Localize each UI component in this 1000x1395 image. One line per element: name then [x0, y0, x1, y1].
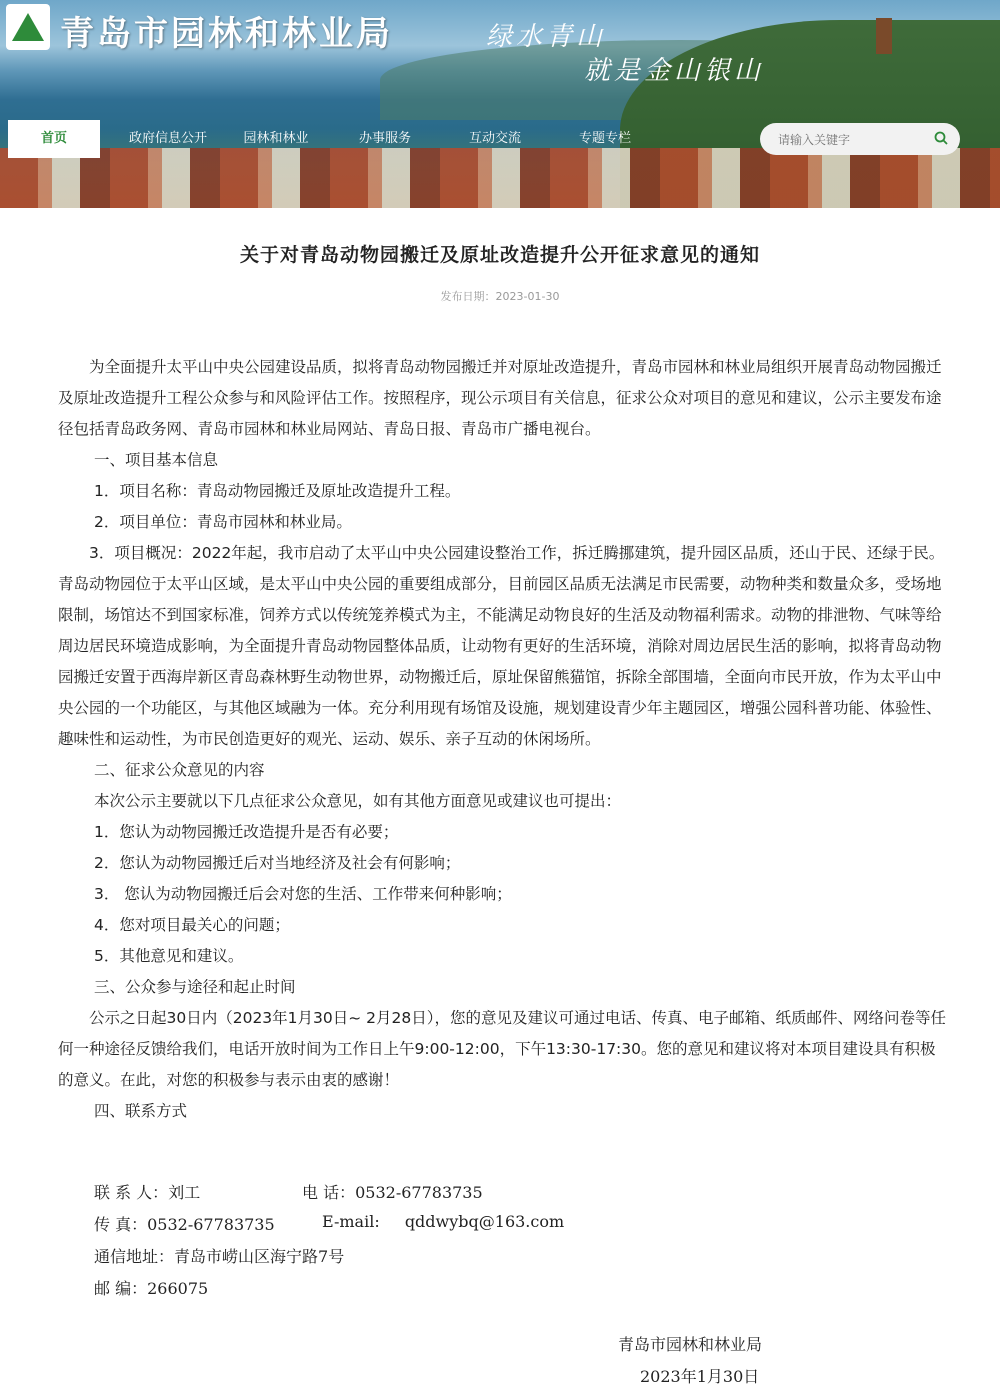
- nav-special-topics[interactable]: 专题专栏: [578, 131, 631, 146]
- contact-value: 刘工: [168, 1183, 201, 1202]
- zip-label: 邮 编：: [94, 1279, 148, 1298]
- nav-interaction[interactable]: 互动交流: [468, 131, 521, 146]
- slogan-line-2: 就是金山银山: [584, 56, 765, 86]
- contact-person-row: [94, 1180, 200, 1203]
- section-heading: 二、征求公众意见的内容: [94, 761, 265, 779]
- section-heading: 四、联系方式: [94, 1102, 188, 1120]
- intro-paragraph: 为全面提升太平山中央公园建设品质，拟将青岛动物园搬迁并对原址改造提升，青岛市园林和林业局组织开展青岛动物园搬迁及原址改造提升工程公众参与和风险评估工作。按照程序，现公示项目有关信息，征求公众对项目的意见和建议，公示主要发布途径包括青岛政务网、青岛市园林和林业局网站、青岛日报、青岛市广播电视台。: [58, 358, 942, 438]
- project-overview: 3．项目概况：2022年起，我市启动了太平山中央公园建设整治工作，拆迁腾挪建筑，提升园区品质，还山于民、还绿于民。青岛动物园位于太平山区域，是太平山中央公园的重要组成部分，目前园区品质无法满足市民需要，动物种类和数量众多，受场地限制，场馆达不到国家标准，饲养方式以传统笼养模式为主，不能满足动物良好的生活及动物福利需求。动物的排泄物、气味等给周边居民环境造成影响，为全面提升青岛动物园整体品质，让动物有更好的生活环境，消除对周边居民生活的影响，拟将青岛动物园搬迁安置于西海岸新区青岛森林野生动物世界，动物搬迁后，原址保留熊猫馆，拆除全部围墙，全面向市民开放，作为太平山中央公园的一个功能区，与其他区域融为一体。充分利用现有场馆及设施，规划建设青少年主题园区，增强公园科普功能、体验性、趣味性和运动性，为市民创造更好的观光、运动、娱乐、亲子互动的休闲场所。: [58, 544, 945, 748]
- article-title: 关于对青岛动物园搬迁及原址改造提升公开征求意见的通知: [239, 244, 760, 266]
- publish-date: 发布日期：2023-01-30: [440, 290, 560, 303]
- participation-paragraph: 公示之日起30日内（2023年1月30日~ 2月28日），您的意见及建议可通过电话、传真、电子邮箱、纸质邮件、网络问卷等任何一种途径反馈给我们，电话开放时间为工作日上午9:00-12:00，下午13:30-17:30。您的意见和建议将对本项目建设具有积极的意义。在此，对您的积极参与表示由衷的感谢！: [58, 1009, 947, 1089]
- address-label: 通信地址：: [94, 1247, 175, 1266]
- nav-home[interactable]: 首页: [8, 120, 100, 158]
- question-item: 1．您认为动物园搬迁改造提升是否有必要；: [94, 823, 399, 841]
- article-body: [58, 352, 948, 1127]
- site-logo[interactable]: [6, 4, 50, 50]
- section-heading: 三、公众参与途径和起止时间: [94, 978, 296, 996]
- banner-tower: [876, 18, 892, 54]
- phone-row: [302, 1180, 483, 1203]
- site-title: 青岛市园林和林业局: [60, 14, 393, 54]
- phone-value: 0532-67783735: [355, 1183, 483, 1202]
- email-value[interactable]: qddwybq@163.com: [404, 1212, 565, 1231]
- header-banner: [0, 0, 1000, 208]
- question-item: 2．您认为动物园搬迁后对当地经济及社会有何影响；: [94, 854, 461, 872]
- search-input[interactable]: [776, 129, 930, 151]
- question-item: 5．其他意见和建议。: [94, 947, 244, 965]
- question-item: 4．您对项目最关心的问题；: [94, 916, 290, 934]
- section-heading: 一、项目基本信息: [94, 451, 219, 469]
- fax-row: [94, 1212, 275, 1235]
- signature-org: 青岛市园林和林业局: [618, 1335, 763, 1354]
- fax-value: 0532-67783735: [147, 1215, 275, 1234]
- nav-garden-forestry[interactable]: 园林和林业: [243, 131, 309, 146]
- address-value: 青岛市崂山区海宁路7号: [174, 1247, 345, 1266]
- nav-gov-info[interactable]: 政府信息公开: [128, 131, 207, 146]
- fax-label: 传 真：: [94, 1215, 148, 1234]
- phone-label: 电 话：: [302, 1183, 356, 1202]
- project-unit: 2．项目单位：青岛市园林和林业局。: [94, 513, 352, 531]
- email-label: E-mail:: [322, 1212, 380, 1231]
- zip-value: 266075: [147, 1279, 209, 1298]
- questions-intro: 本次公示主要就以下几点征求公众意见，如有其他方面意见或建议也可提出：: [94, 792, 622, 810]
- question-item: 3． 您认为动物园搬迁后会对您的生活、工作带来何种影响；: [94, 885, 512, 903]
- nav-services[interactable]: 办事服务: [358, 131, 411, 146]
- email-row: [322, 1212, 564, 1231]
- zip-row: [94, 1276, 208, 1299]
- project-name: 1．项目名称：青岛动物园搬迁及原址改造提升工程。: [94, 482, 461, 500]
- slogan-line-1: 绿水青山: [486, 22, 607, 52]
- signature-date: 2023年1月30日: [640, 1367, 760, 1386]
- address-row: [94, 1244, 344, 1267]
- search-box: [760, 123, 960, 155]
- tree-logo-icon: [12, 13, 44, 41]
- contact-label: 联 系 人：: [94, 1183, 169, 1202]
- search-icon[interactable]: [934, 131, 948, 145]
